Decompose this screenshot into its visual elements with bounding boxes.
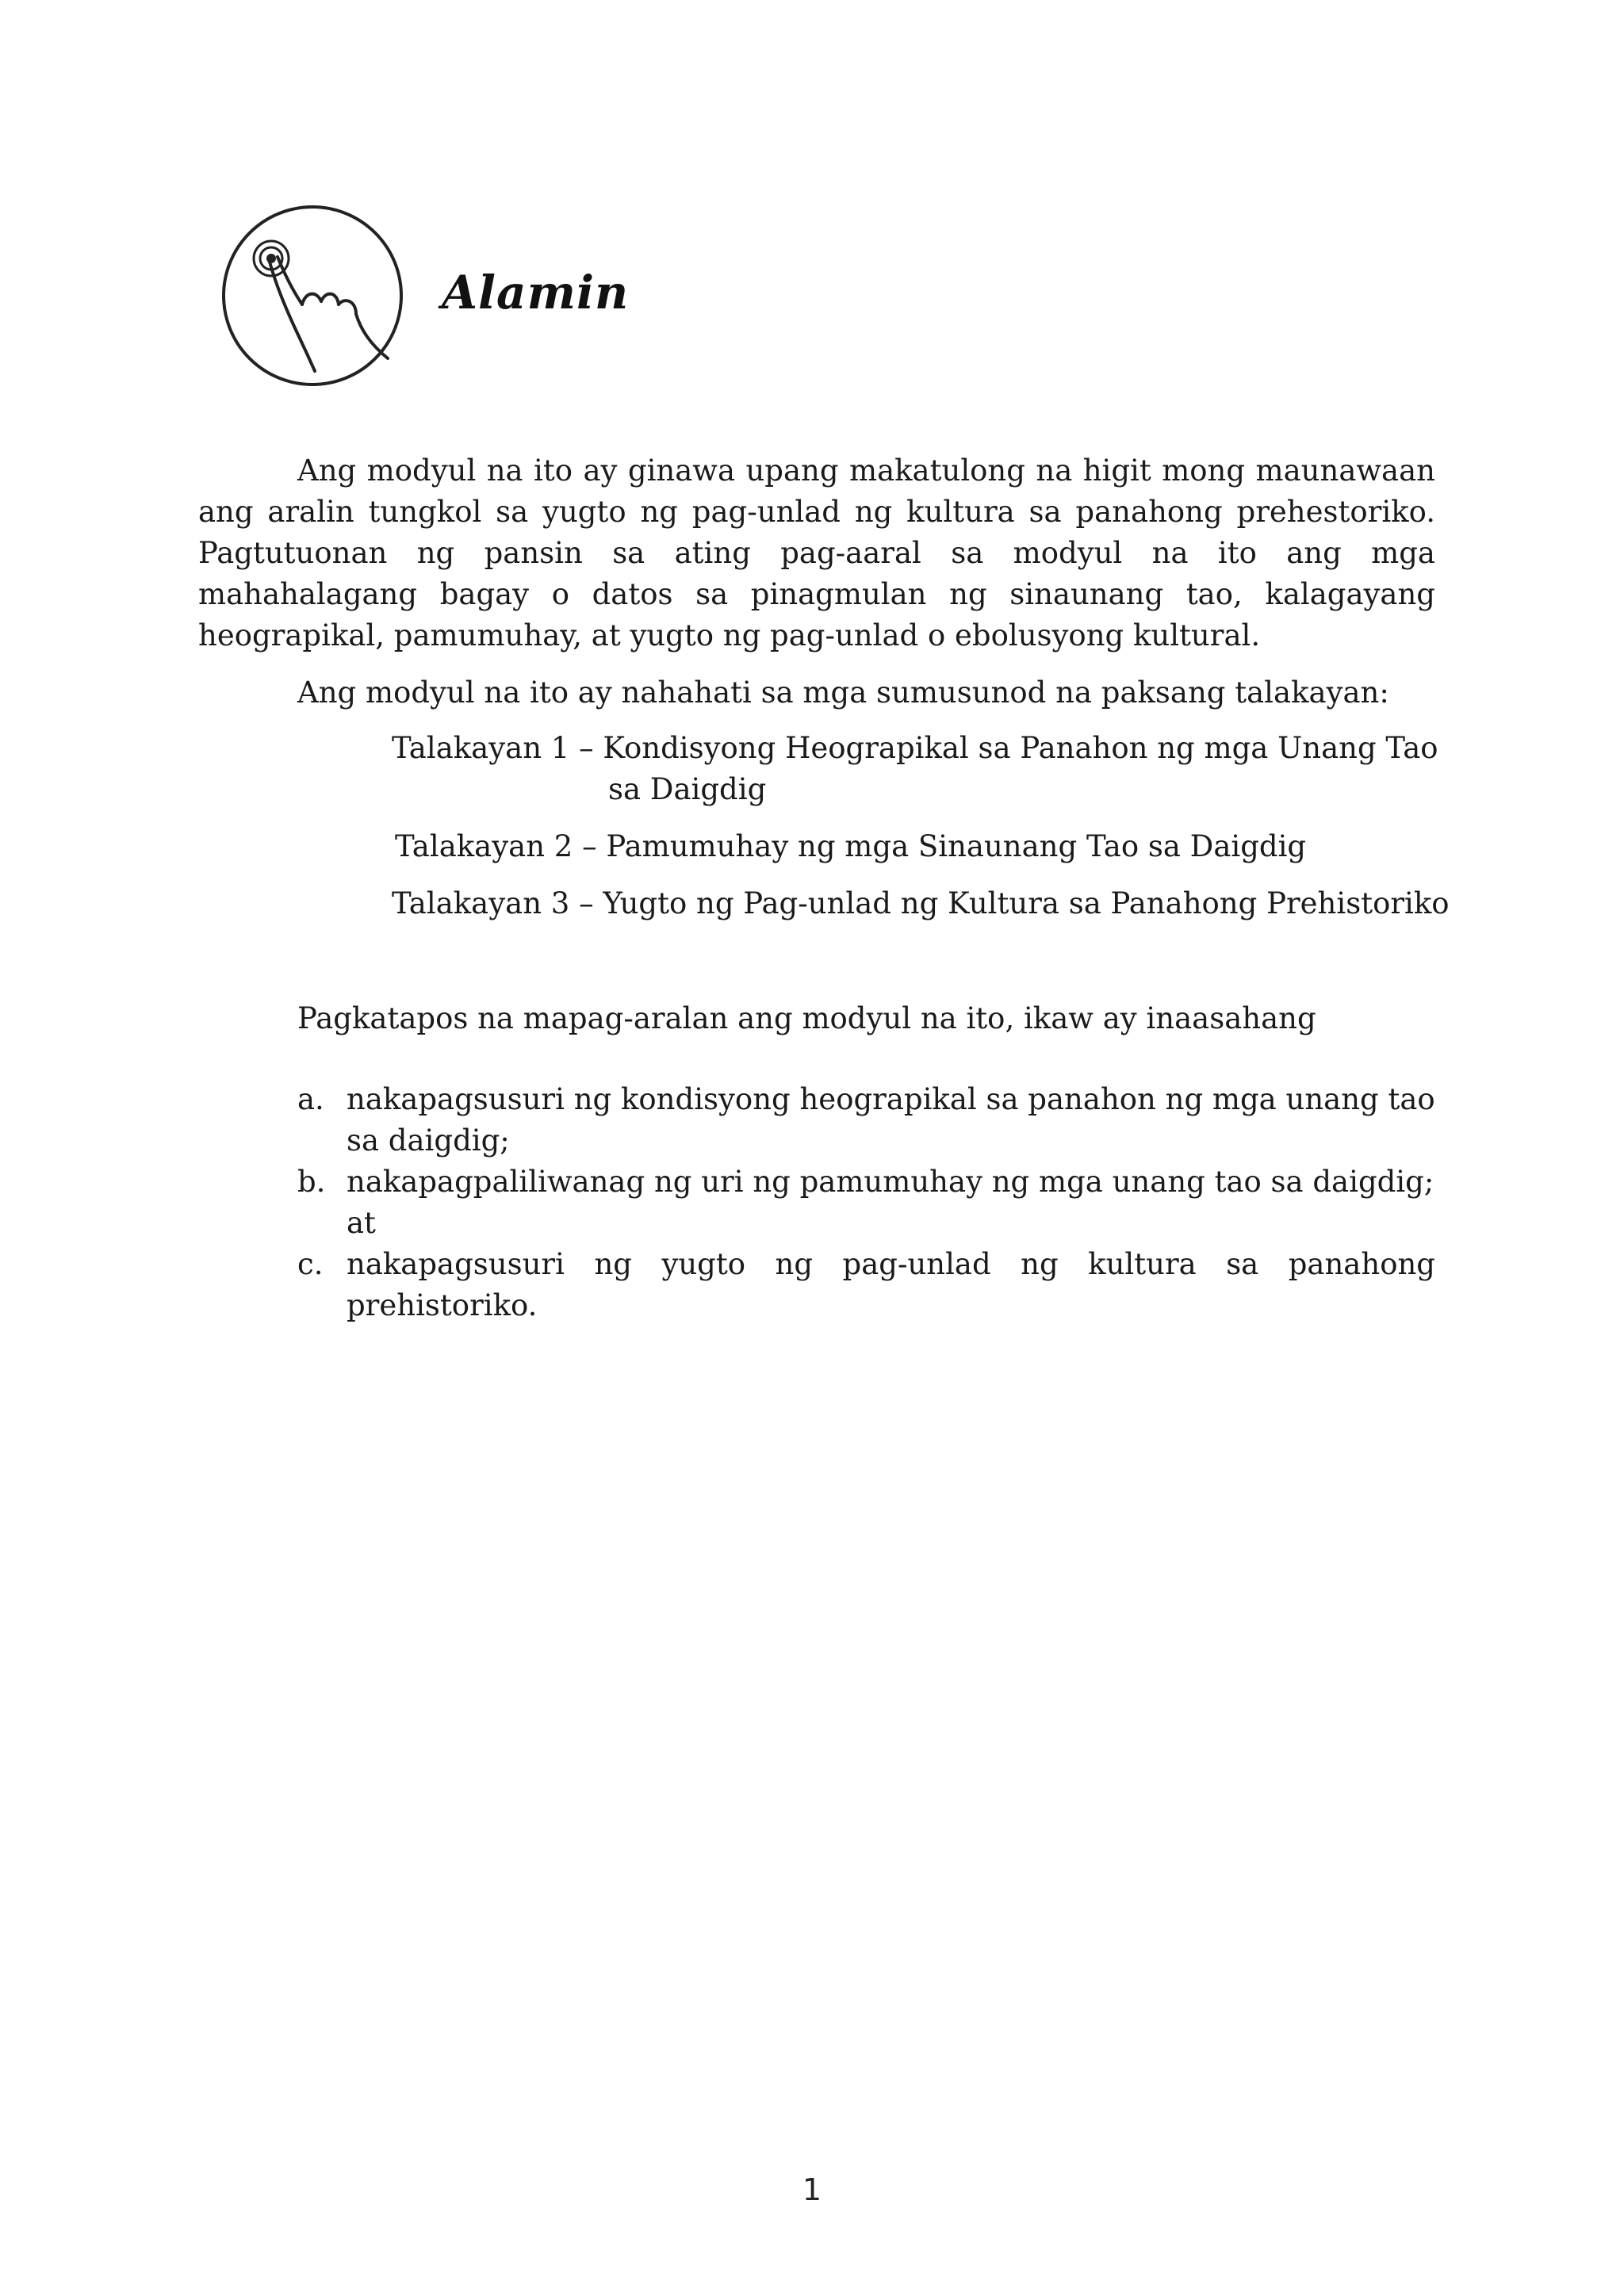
intro-paragraph: Ang modyul na ito ay ginawa upang makatulong na higit mong maunawaan ang aralin tungkol sa yugto ng pag-unlad ng kultura sa panahong prehestoriko. Pagtutuonan ng pansin sa ating pag-aaral sa modyul na ito ang mga mahahalagang bagay o datos sa pinagmulan ng sinaunang tao, kalagayang heograpikal, pamumuhay, at yugto ng pag-unlad o ebolusyong kultural.	[198, 453, 1435, 652]
objectives-list	[297, 1079, 1435, 1326]
objective-text: nakapagsusuri ng yugto ng pag-unlad ng kultura sa panahong	[347, 1247, 1435, 1281]
hand-tap-icon	[220, 203, 406, 389]
topic-1: Talakayan 1 – Kondisyong Heograpikal sa Panahon ng mga Unang Tao	[392, 731, 1438, 765]
objective-letter: b.	[297, 1165, 326, 1199]
objective-text-continuation: prehistoriko.	[347, 1288, 538, 1322]
objective-text-continuation: at	[347, 1206, 376, 1240]
topic-1-continuation: sa Daigdig	[608, 772, 767, 806]
objective-text: nakapagsusuri ng kondisyong heograpikal sa panahon ng mga unang tao	[347, 1082, 1435, 1116]
topics-intro: Ang modyul na ito ay nahahati sa mga sumusunod na paksang talakayan:	[297, 675, 1389, 710]
objective-text-continuation: sa daigdig;	[347, 1123, 510, 1158]
topic-2: Talakayan 2 – Pamumuhay ng mga Sinaunang Tao sa Daigdig	[395, 829, 1307, 863]
objective-item	[297, 1161, 1435, 1244]
objective-item	[297, 1079, 1435, 1161]
topic-3: Talakayan 3 – Yugto ng Pag-unlad ng Kultura sa Panahong Prehistoriko	[392, 886, 1450, 920]
objective-letter: a.	[297, 1082, 324, 1116]
objectives-intro: Pagkatapos na mapag-aralan ang modyul na ito, ikaw ay inaasahang	[297, 1001, 1316, 1035]
page-number: 1	[802, 2172, 822, 2207]
objective-letter: c.	[297, 1247, 324, 1281]
section-title: Alamin	[442, 266, 630, 320]
objective-text: nakapagpaliliwanag ng uri ng pamumuhay ng mga unang tao sa daigdig;	[347, 1165, 1434, 1199]
objective-item	[297, 1244, 1435, 1326]
